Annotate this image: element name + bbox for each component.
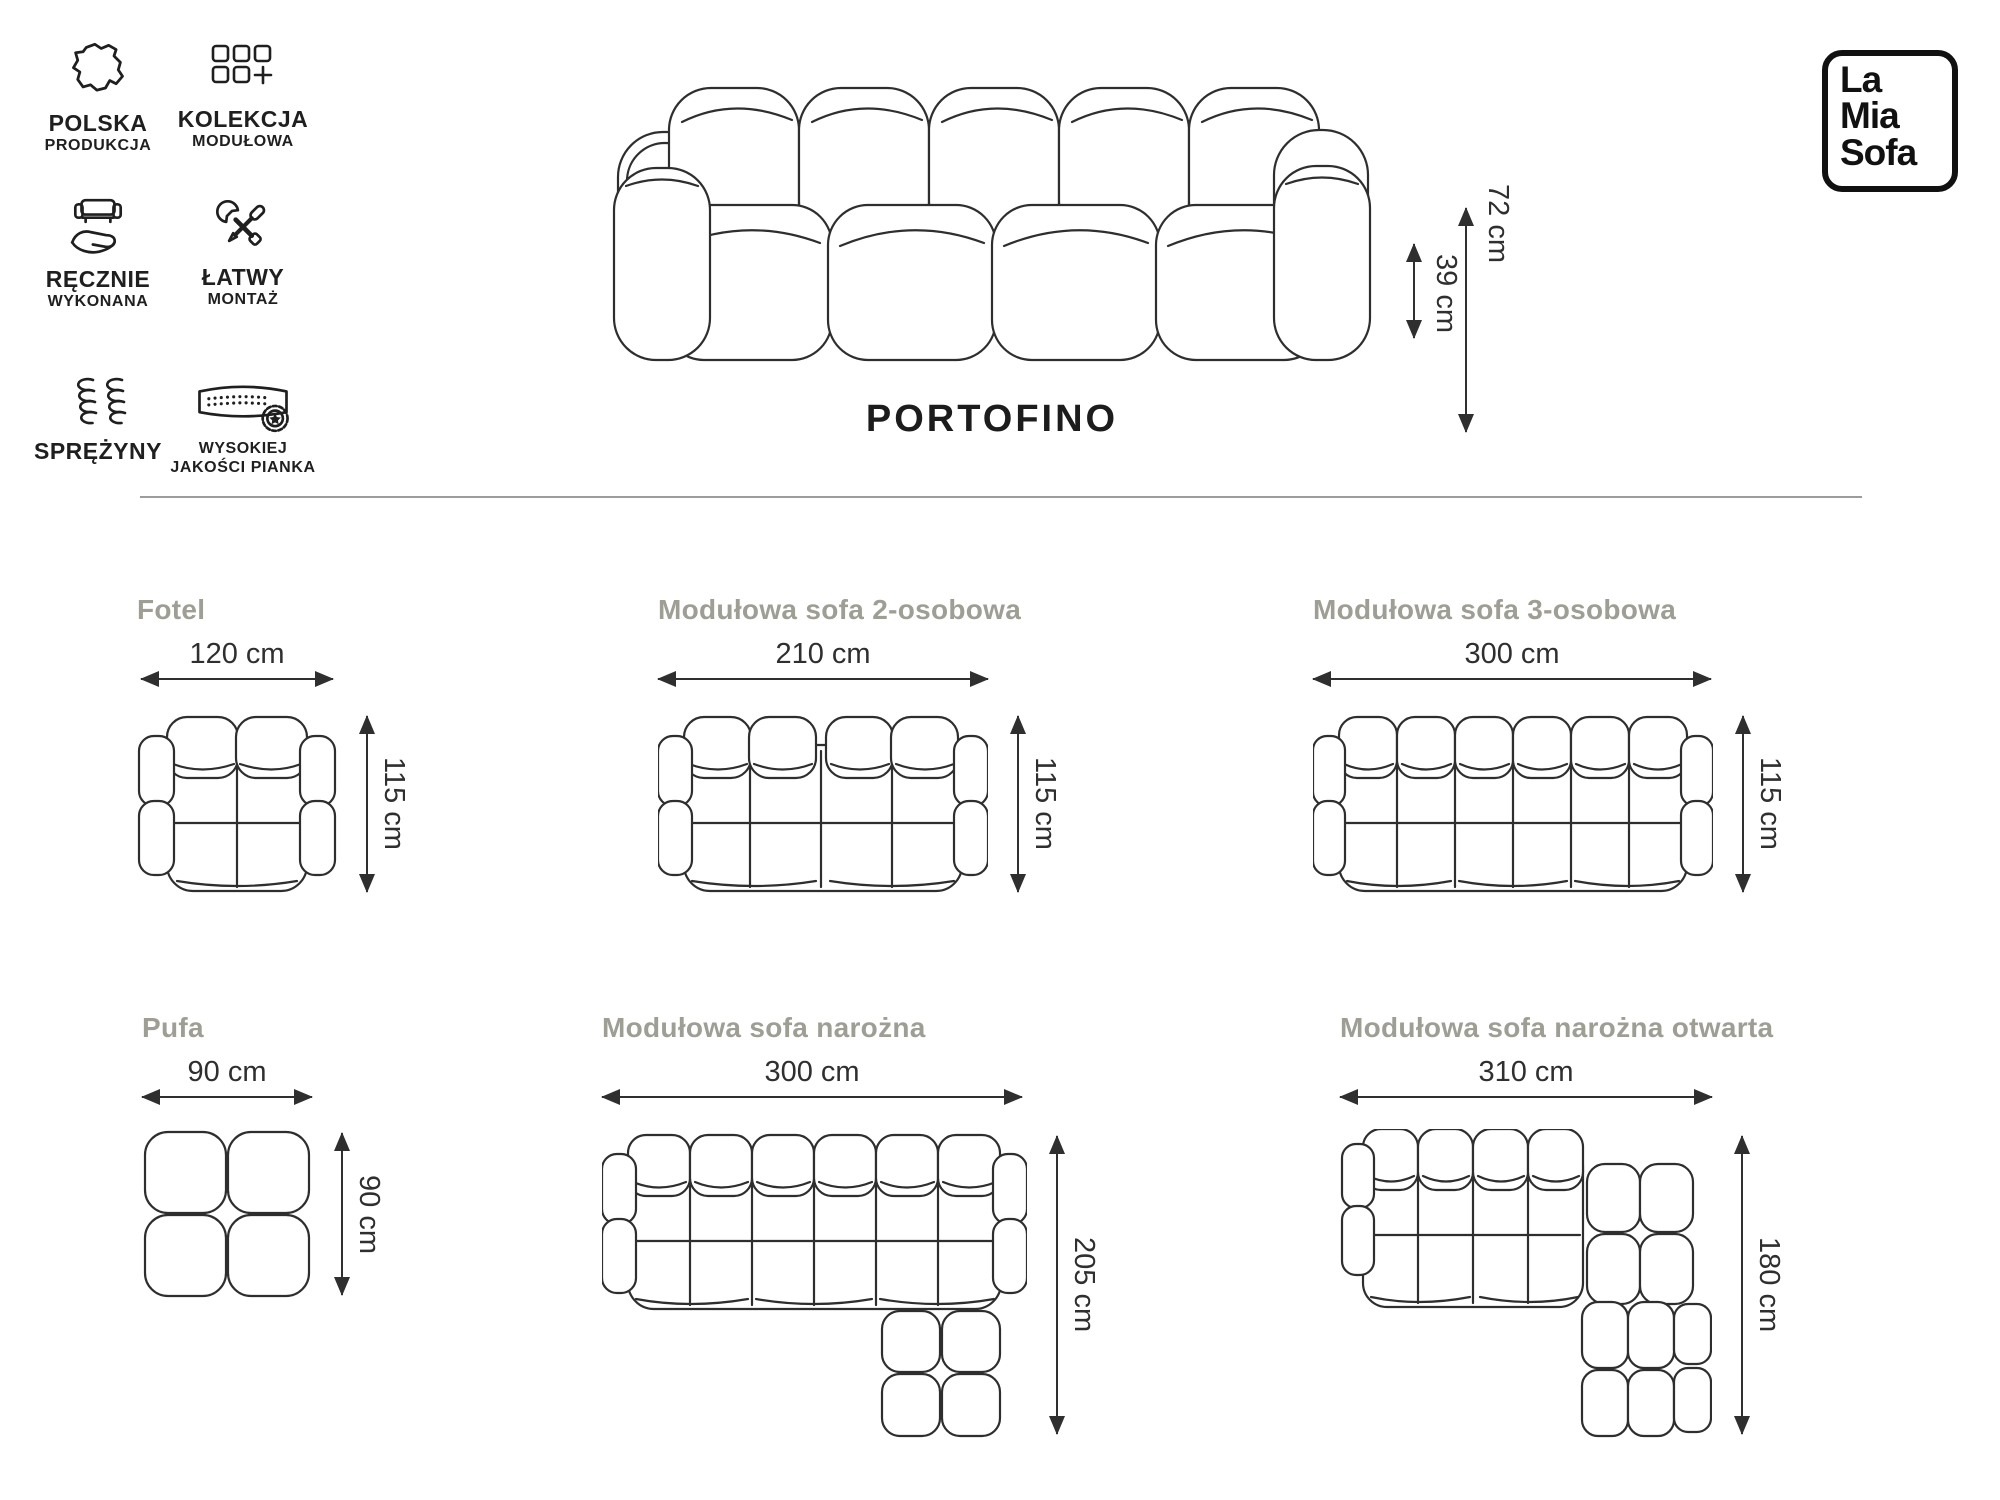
depth-dimension <box>1742 716 1786 892</box>
depth-arrow <box>1056 1136 1058 1434</box>
lower-module <box>1582 1302 1711 1436</box>
feature-subtitle: PRODUKCJA <box>44 137 152 155</box>
variant-name: Modułowa sofa 2-osobowa <box>658 594 1022 625</box>
modular-grid-icon <box>209 40 277 100</box>
logo-line: La <box>1840 59 1882 100</box>
hero-dimensions <box>1405 108 1525 358</box>
width-dimension <box>1340 1056 1712 1098</box>
depth-arrow <box>341 1133 343 1295</box>
variant-sofa-2-osobowa <box>658 594 1061 896</box>
width-arrow <box>141 678 333 680</box>
variant-name: Modułowa sofa narożna <box>602 1012 926 1043</box>
corner-module <box>1587 1164 1693 1304</box>
tools-icon <box>212 196 274 258</box>
feature-sprezyny <box>30 372 166 464</box>
feature-title: SPRĘŻYNY <box>34 438 162 464</box>
feature-title: POLSKA <box>48 110 148 136</box>
variant-sofa-narozna-otwarta <box>1340 1012 1785 1440</box>
fotel-top-view-drawing <box>137 711 337 896</box>
depth-value: 115 cm <box>1029 757 1061 850</box>
variant-fotel <box>137 594 410 896</box>
width-arrow <box>602 1096 1022 1098</box>
springs-icon <box>65 372 131 432</box>
feature-title: ŁATWY <box>201 264 285 290</box>
depth-value: 180 cm <box>1753 1236 1785 1333</box>
width-arrow <box>658 678 988 680</box>
poland-map-icon <box>66 40 130 104</box>
depth-arrow <box>1742 716 1744 892</box>
width-dimension <box>602 1056 1022 1098</box>
chaise-module <box>882 1311 1000 1436</box>
depth-arrow <box>366 716 368 892</box>
width-value: 210 cm <box>775 638 871 670</box>
feature-subtitle: JAKOŚCI PIANKA <box>170 459 316 477</box>
sofa-2-top-view-drawing <box>658 711 988 896</box>
total-height-value: 72 cm <box>1482 184 1514 263</box>
feature-title: KOLEKCJA <box>177 106 309 132</box>
variant-sofa-3-osobowa <box>1313 594 1786 896</box>
depth-arrow <box>1741 1136 1743 1434</box>
width-dimension <box>142 1056 312 1098</box>
depth-value: 205 cm <box>1068 1236 1100 1333</box>
variant-name: Pufa <box>142 1012 204 1043</box>
sofa-narozna-top-view-drawing <box>602 1129 1027 1440</box>
width-value: 310 cm <box>1478 1056 1574 1088</box>
feature-wysokiej-jakosci-pianka <box>148 378 338 478</box>
width-dimension <box>658 638 988 680</box>
width-value: 120 cm <box>189 638 285 670</box>
width-dimension <box>141 638 333 680</box>
product-name: PORTOFINO <box>865 398 1119 440</box>
brand-logo <box>1822 50 1958 192</box>
depth-value: 115 cm <box>378 757 410 850</box>
seat-height-arrow <box>1413 244 1415 338</box>
feature-title: RĘCZNIE <box>45 266 151 292</box>
feature-kolekcja-modulowa <box>168 40 318 152</box>
feature-title: WYSOKIEJ <box>198 440 288 457</box>
feature-recznie-wykonana <box>30 196 166 312</box>
logo-line: Sofa <box>1840 131 1917 173</box>
width-arrow <box>142 1096 312 1098</box>
width-value: 300 cm <box>1464 638 1560 670</box>
width-arrow <box>1313 678 1711 680</box>
pufa-top-view-drawing <box>142 1129 312 1299</box>
sofa-front-view-drawing <box>612 80 1372 365</box>
feature-latwy-montaz <box>168 196 318 310</box>
width-dimension <box>1313 638 1711 680</box>
foam-icon <box>191 378 295 436</box>
width-value: 300 cm <box>764 1056 860 1088</box>
logo-line: Mia <box>1840 95 1899 137</box>
width-arrow <box>1340 1096 1712 1098</box>
depth-dimension <box>366 716 410 892</box>
sofa-3-top-view-drawing <box>1313 711 1713 896</box>
variant-sofa-narozna <box>602 1012 1100 1440</box>
depth-value: 90 cm <box>353 1174 385 1254</box>
variant-name: Modułowa sofa 3-osobowa <box>1313 594 1677 625</box>
feature-subtitle: WYKONANA <box>47 293 149 311</box>
handmade-icon <box>65 196 131 260</box>
feature-subtitle: MODUŁOWA <box>192 133 294 151</box>
depth-dimension <box>341 1133 385 1295</box>
depth-dimension <box>1741 1136 1785 1434</box>
depth-arrow <box>1017 716 1019 892</box>
seat-height-value: 39 cm <box>1430 254 1462 333</box>
variant-name: Modułowa sofa narożna otwarta <box>1340 1012 1774 1043</box>
depth-dimension <box>1056 1136 1100 1434</box>
feature-subtitle: MONTAŻ <box>207 291 279 309</box>
variant-pufa <box>142 1012 385 1299</box>
depth-dimension <box>1017 716 1061 892</box>
section-divider <box>140 496 1862 498</box>
total-height-arrow <box>1465 208 1467 432</box>
sofa-narozna-otwarta-top-view-drawing <box>1340 1129 1712 1440</box>
feature-polska-produkcja <box>30 40 166 156</box>
variant-name: Fotel <box>137 594 206 625</box>
depth-value: 115 cm <box>1754 757 1786 850</box>
width-value: 90 cm <box>187 1056 267 1088</box>
